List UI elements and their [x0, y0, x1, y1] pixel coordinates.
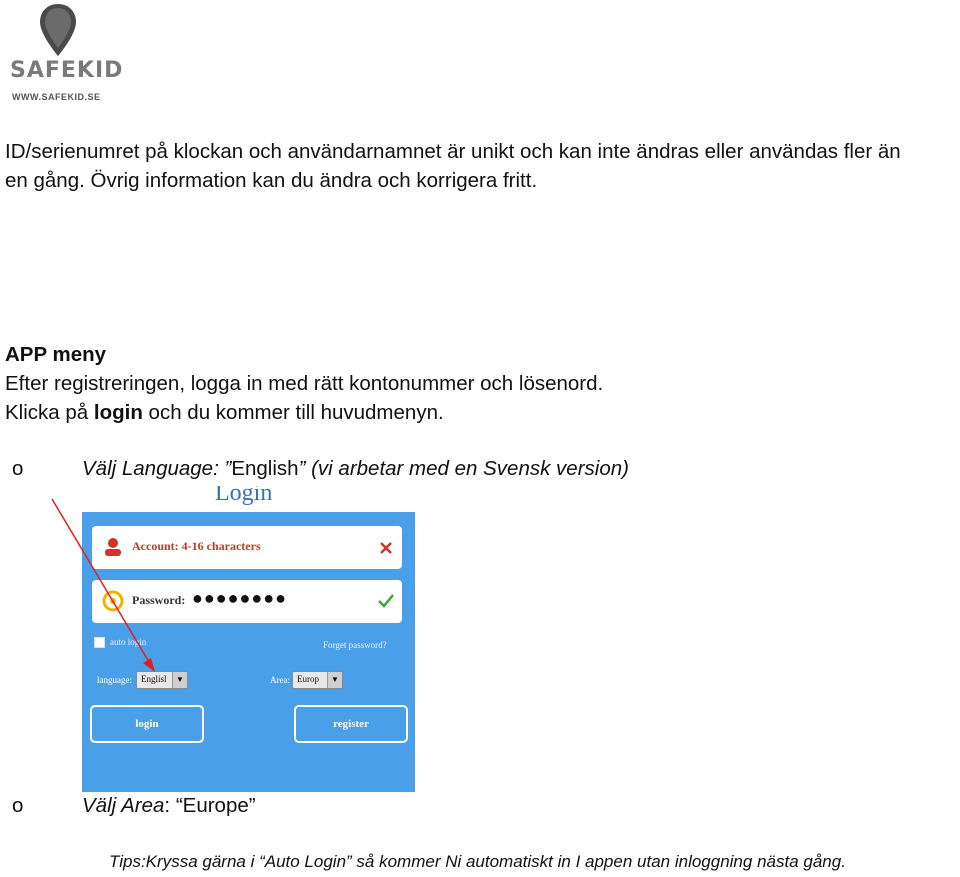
- section-line-1: Efter registreringen, logga in med rätt kontonummer och lösenord.: [5, 372, 604, 395]
- chevron-down-icon: ▼: [172, 672, 187, 688]
- area-label: Area:: [270, 675, 290, 685]
- bullet-area: Välj Area: “Europe”: [82, 794, 256, 817]
- chevron-down-icon: ▼: [327, 672, 342, 688]
- bullet-marker: o: [12, 457, 24, 480]
- password-value: ●●●●●●●●: [192, 588, 287, 608]
- section-line-2: Klicka på login och du kommer till huvudmenyn.: [5, 401, 444, 424]
- tips-text: Tips:Kryssa gärna i “Auto Login” så kommer Ni automatiskt in I appen utan inloggning nästa gång.: [109, 852, 846, 871]
- password-label: Password:: [132, 593, 186, 607]
- login-emphasis: login: [93, 401, 143, 424]
- intro-line-2: en gång. Övrig information kan du ändra och korrigera fritt.: [5, 169, 538, 192]
- login-button[interactable]: login: [90, 705, 204, 743]
- language-label: language:: [97, 675, 132, 685]
- forgot-password-link[interactable]: Forget password?: [323, 640, 387, 650]
- bullet-language: Välj Language: ”English” (vi arbetar med en Svensk version): [82, 457, 629, 480]
- bullet-marker: o: [12, 794, 24, 817]
- logo-url: WWW.SAFEKID.SE: [12, 92, 101, 102]
- screenshot-title: Login: [215, 486, 273, 506]
- area-select[interactable]: Europ ▼: [292, 671, 343, 689]
- section-heading: APP meny: [5, 343, 107, 366]
- intro-line-1: ID/serienumret på klockan och användarnamnet är unikt och kan inte ändras eller användas fler än: [5, 140, 901, 163]
- logo-wordmark: SAFEKID: [10, 58, 124, 83]
- register-button[interactable]: register: [294, 705, 408, 743]
- auto-login-label: auto login: [110, 637, 147, 647]
- account-placeholder: Account: 4-16 characters: [132, 539, 261, 553]
- language-select[interactable]: Englisl ▼: [136, 671, 188, 689]
